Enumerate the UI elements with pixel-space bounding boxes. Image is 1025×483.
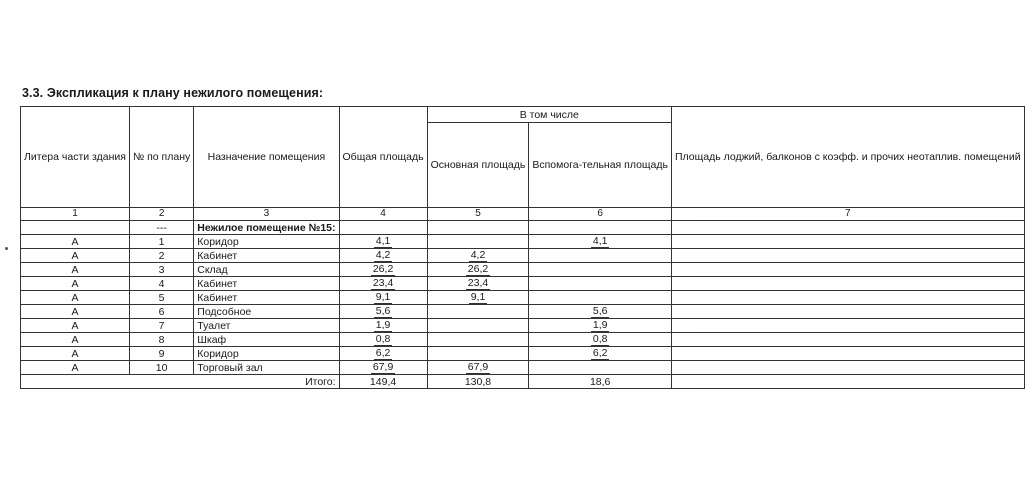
litera-cell: А <box>21 319 130 333</box>
aux-area-cell <box>529 235 672 249</box>
area-value: 23,4 <box>372 277 394 289</box>
column-number: 6 <box>529 208 672 221</box>
totals-main-area: 130,8 <box>427 375 529 389</box>
area-value: 23,4 <box>467 277 489 289</box>
room-number-cell: 3 <box>129 263 193 277</box>
main-area-cell <box>427 361 529 375</box>
table-row <box>21 249 1025 263</box>
scan-speck <box>5 247 8 250</box>
area-value: 4,2 <box>470 249 486 261</box>
column-number-row <box>21 208 1025 221</box>
loggia-area-cell <box>672 347 1025 361</box>
area-value: 9,1 <box>470 291 486 303</box>
room-number-cell: 6 <box>129 305 193 319</box>
purpose-cell: Туалет <box>194 319 339 333</box>
total-area-cell <box>339 235 427 249</box>
loggia-area-cell <box>672 361 1025 375</box>
litera-cell: А <box>21 249 130 263</box>
main-area-cell <box>427 347 529 361</box>
loggia-area-cell <box>672 305 1025 319</box>
section-dash: --- <box>129 221 193 235</box>
aux-area-cell <box>529 291 672 305</box>
column-number: 3 <box>194 208 339 221</box>
section-row <box>21 221 1025 235</box>
loggia-area-cell <box>672 291 1025 305</box>
main-area-cell <box>427 249 529 263</box>
room-number-cell: 1 <box>129 235 193 249</box>
area-value: 4,1 <box>592 235 608 247</box>
page-title: 3.3. Экспликация к плану нежилого помещения: <box>22 86 324 100</box>
loggia-area-cell <box>672 235 1025 249</box>
purpose-cell: Кабинет <box>194 277 339 291</box>
area-value: 1,9 <box>592 319 608 331</box>
header-main-area: Основная площадь <box>427 123 529 208</box>
table-row <box>21 361 1025 375</box>
total-area-cell <box>339 347 427 361</box>
area-value: 4,1 <box>375 235 391 247</box>
aux-area-cell <box>529 249 672 263</box>
aux-area-cell <box>529 333 672 347</box>
area-value: 4,2 <box>375 249 391 261</box>
main-area-cell <box>427 277 529 291</box>
header-litera: Литера части здания <box>21 107 130 208</box>
room-number-cell: 4 <box>129 277 193 291</box>
header-loggia-area: Площадь лоджий, балконов с коэфф. и прочих неотаплив. помещений <box>672 107 1025 208</box>
total-area-cell <box>339 319 427 333</box>
header-total-area: Общая площадь <box>339 107 427 208</box>
aux-area-cell <box>529 305 672 319</box>
column-number: 4 <box>339 208 427 221</box>
aux-area-cell <box>529 361 672 375</box>
table-row <box>21 319 1025 333</box>
loggia-area-cell <box>672 263 1025 277</box>
header-including: В том числе <box>427 107 671 123</box>
table-row <box>21 333 1025 347</box>
table-row <box>21 347 1025 361</box>
area-value: 9,1 <box>375 291 391 303</box>
room-rows <box>21 235 1025 375</box>
aux-area-cell <box>529 319 672 333</box>
litera-cell: А <box>21 361 130 375</box>
purpose-cell: Коридор <box>194 347 339 361</box>
area-value: 6,2 <box>375 347 391 359</box>
area-value: 1,9 <box>375 319 391 331</box>
header-aux-area: Вспомога-тельная площадь <box>529 123 672 208</box>
total-area-cell <box>339 263 427 277</box>
area-value: 67,9 <box>372 361 394 373</box>
area-value: 26,2 <box>467 263 489 275</box>
area-value: 5,6 <box>375 305 391 317</box>
purpose-cell: Коридор <box>194 235 339 249</box>
area-value: 26,2 <box>372 263 394 275</box>
header-room-number: № по плану <box>129 107 193 208</box>
table-row <box>21 263 1025 277</box>
area-value: 0,8 <box>375 333 391 345</box>
litera-cell: А <box>21 277 130 291</box>
explication-table <box>20 106 1025 389</box>
area-value: 6,2 <box>592 347 608 359</box>
purpose-cell: Кабинет <box>194 291 339 305</box>
aux-area-cell <box>529 263 672 277</box>
area-value: 5,6 <box>592 305 608 317</box>
loggia-area-cell <box>672 319 1025 333</box>
total-area-cell <box>339 277 427 291</box>
column-number: 5 <box>427 208 529 221</box>
table-row <box>21 291 1025 305</box>
purpose-cell: Шкаф <box>194 333 339 347</box>
header-purpose: Назначение помещения <box>194 107 339 208</box>
column-number: 2 <box>129 208 193 221</box>
litera-cell: А <box>21 333 130 347</box>
table-row <box>21 277 1025 291</box>
litera-cell: А <box>21 305 130 319</box>
total-area-cell <box>339 333 427 347</box>
totals-row <box>21 375 1025 389</box>
table-row <box>21 305 1025 319</box>
main-area-cell <box>427 333 529 347</box>
main-area-cell <box>427 263 529 277</box>
purpose-cell: Склад <box>194 263 339 277</box>
main-area-cell <box>427 319 529 333</box>
total-area-cell <box>339 249 427 263</box>
total-area-cell <box>339 361 427 375</box>
total-area-cell <box>339 291 427 305</box>
totals-aux-area: 18,6 <box>529 375 672 389</box>
area-value: 67,9 <box>467 361 489 373</box>
litera-cell: А <box>21 235 130 249</box>
purpose-cell: Кабинет <box>194 249 339 263</box>
main-area-cell <box>427 235 529 249</box>
total-area-cell <box>339 305 427 319</box>
main-area-cell <box>427 291 529 305</box>
purpose-cell: Торговый зал <box>194 361 339 375</box>
column-number: 7 <box>672 208 1025 221</box>
litera-cell: А <box>21 291 130 305</box>
aux-area-cell <box>529 277 672 291</box>
room-number-cell: 5 <box>129 291 193 305</box>
loggia-area-cell <box>672 333 1025 347</box>
section-title: Нежилое помещение №15: <box>194 221 339 235</box>
column-number: 1 <box>21 208 130 221</box>
loggia-area-cell <box>672 277 1025 291</box>
aux-area-cell <box>529 347 672 361</box>
room-number-cell: 10 <box>129 361 193 375</box>
table-row <box>21 235 1025 249</box>
area-value: 0,8 <box>592 333 608 345</box>
main-area-cell <box>427 305 529 319</box>
loggia-area-cell <box>672 249 1025 263</box>
litera-cell: А <box>21 347 130 361</box>
room-number-cell: 8 <box>129 333 193 347</box>
litera-cell: А <box>21 263 130 277</box>
room-number-cell: 7 <box>129 319 193 333</box>
room-number-cell: 2 <box>129 249 193 263</box>
totals-total-area: 149,4 <box>339 375 427 389</box>
totals-label: Итого: <box>21 375 340 389</box>
purpose-cell: Подсобное <box>194 305 339 319</box>
room-number-cell: 9 <box>129 347 193 361</box>
